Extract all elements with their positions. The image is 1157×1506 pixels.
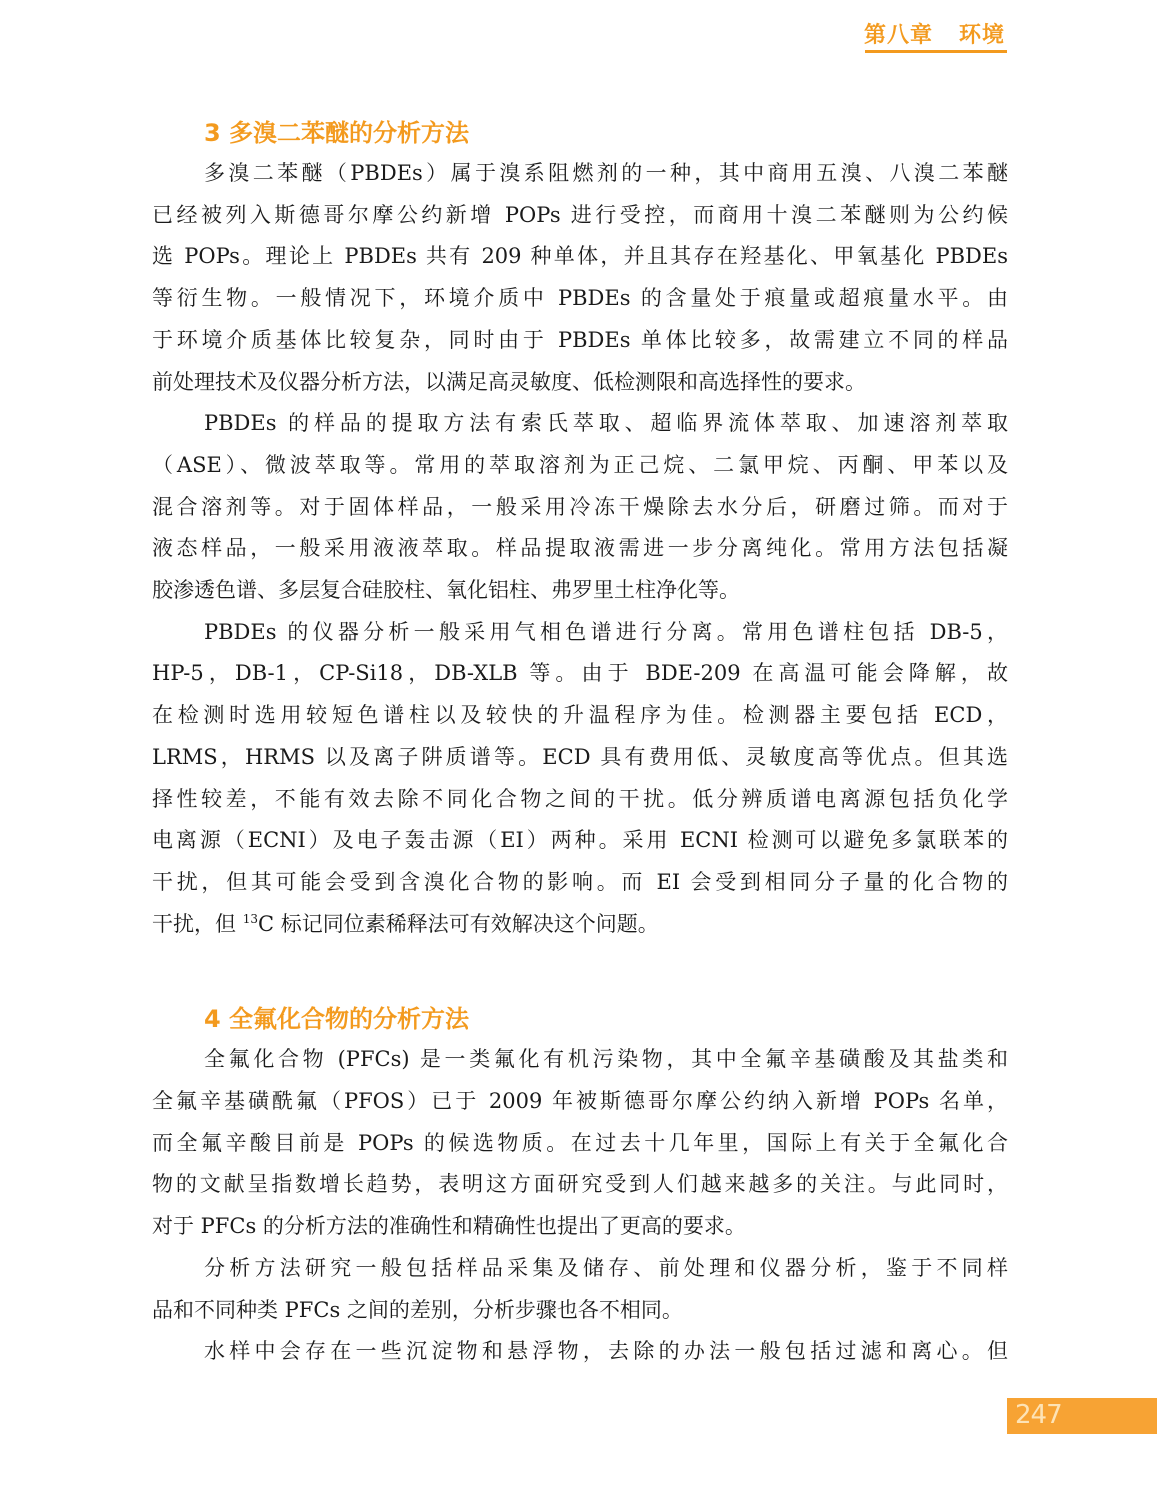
text-line: 已经被列入斯德哥尔摩公约新增 POPs 进行受控，而商用十溴二苯醚则为公约候 [152, 202, 1008, 227]
text-line: 干扰，但其可能会受到含溴化合物的影响。而 EI 会受到相同分子量的化合物的 [152, 869, 1008, 894]
text-line: 品和不同种类 PFCs 之间的差别，分析步骤也各不相同。 [152, 1297, 683, 1322]
text-line: 择性较差，不能有效去除不同化合物之间的干扰。低分辨质谱电离源包括负化学 [152, 786, 1008, 811]
text-line: （ASE）、微波萃取等。常用的萃取溶剂为正己烷、二氯甲烷、丙酮、甲苯以及 [152, 452, 1008, 477]
paragraph [152, 1248, 1008, 1331]
paragraph [152, 1039, 1008, 1248]
text-line: 混合溶剂等。对于固体样品，一般采用冷冻干燥除去水分后，研磨过筛。而对于 [152, 494, 1008, 519]
text-line: HP-5，DB-1，CP-Si18，DB-XLB 等。由于 BDE-209 在高温可能会降解，故 [152, 661, 1008, 686]
section-pbdes [152, 113, 1008, 945]
chapter-title: 环境 [958, 23, 1005, 48]
page-body [152, 113, 1008, 1373]
text-line: 电离源（ECNI）及电子轰击源（EI）两种。采用 ECNI 检测可以避免多氯联苯的 [152, 828, 1008, 853]
chapter-label: 第八章 [863, 23, 933, 48]
section-heading: 3 多溴二苯醚的分析方法 [204, 119, 470, 147]
text-line: 选 POPs。理论上 PBDEs 共有 209 种单体，并且其存在羟基化、甲氧基化 PBDEs [152, 244, 1008, 269]
text-line: 胶渗透色谱、多层复合硅胶柱、氧化铝柱、弗罗里土柱净化等。 [152, 578, 740, 603]
running-header [864, 18, 1005, 49]
text-line: 液态样品，一般采用液液萃取。样品提取液需进一步分离纯化。常用方法包括凝 [152, 536, 1008, 561]
text-line: 分析方法研究一般包括样品采集及储存、前处理和仪器分析，鉴于不同样 [204, 1255, 1008, 1280]
paragraph [152, 1331, 1008, 1373]
text-line: 对于 PFCs 的分析方法的准确性和精确性也提出了更高的要求。 [152, 1214, 746, 1239]
text-line: 而全氟辛酸目前是 POPs 的候选物质。在过去十几年里，国际上有关于全氟化合 [152, 1130, 1008, 1155]
header-rule [865, 50, 1007, 53]
paragraph [152, 403, 1008, 612]
text-line [152, 904, 1008, 946]
section-pfcs [152, 999, 1008, 1373]
text-line: 多溴二苯醚（PBDEs）属于溴系阻燃剂的一种，其中商用五溴、八溴二苯醚 [204, 161, 1008, 185]
text-line: LRMS，HRMS 以及离子阱质谱等。ECD 具有费用低、灵敏度高等优点。但其选 [152, 744, 1008, 769]
text-line: 水样中会存在一些沉淀物和悬浮物，去除的办法一般包括过滤和离心。但 [204, 1339, 1008, 1364]
page-number: 247 [1015, 1400, 1062, 1430]
isotope-superscript: 13 [242, 911, 258, 926]
text-line: 于环境介质基体比较复杂，同时由于 PBDEs 单体比较多，故需建立不同的样品 [152, 327, 1008, 352]
text-line: 前处理技术及仪器分析方法，以满足高灵敏度、低检测限和高选择性的要求。 [152, 369, 866, 394]
text-line: PBDEs 的仪器分析一般采用气相色谱进行分离。常用色谱柱包括 DB-5， [204, 619, 1008, 644]
line-text: 干扰，但 [152, 911, 243, 936]
paragraph [152, 612, 1008, 946]
text-line: 全氟辛基磺酰氟（PFOS）已于 2009 年被斯德哥尔摩公约纳入新增 POPs 名单， [152, 1089, 1008, 1114]
text-line: 等衍生物。一般情况下，环境介质中 PBDEs 的含量处于痕量或超痕量水平。由 [152, 286, 1008, 311]
text-line: PBDEs 的样品的提取方法有索氏萃取、超临界流体萃取、加速溶剂萃取 [204, 411, 1008, 436]
paragraph [152, 153, 1008, 403]
text-line: 物的文献呈指数增长趋势，表明这方面研究受到人们越来越多的关注。与此同时， [152, 1172, 1008, 1197]
text-line: 在检测时选用较短色谱柱以及较快的升温程序为佳。检测器主要包括 ECD， [152, 703, 1008, 728]
page-number-tab [1007, 1398, 1157, 1434]
section-heading: 4 全氟化合物的分析方法 [204, 1005, 470, 1034]
line-text: C 标记同位素稀释法可有效解决这个问题。 [257, 911, 659, 936]
text-line: 全氟化合物 (PFCs) 是一类氟化有机污染物，其中全氟辛基磺酸及其盐类和 [204, 1047, 1008, 1072]
